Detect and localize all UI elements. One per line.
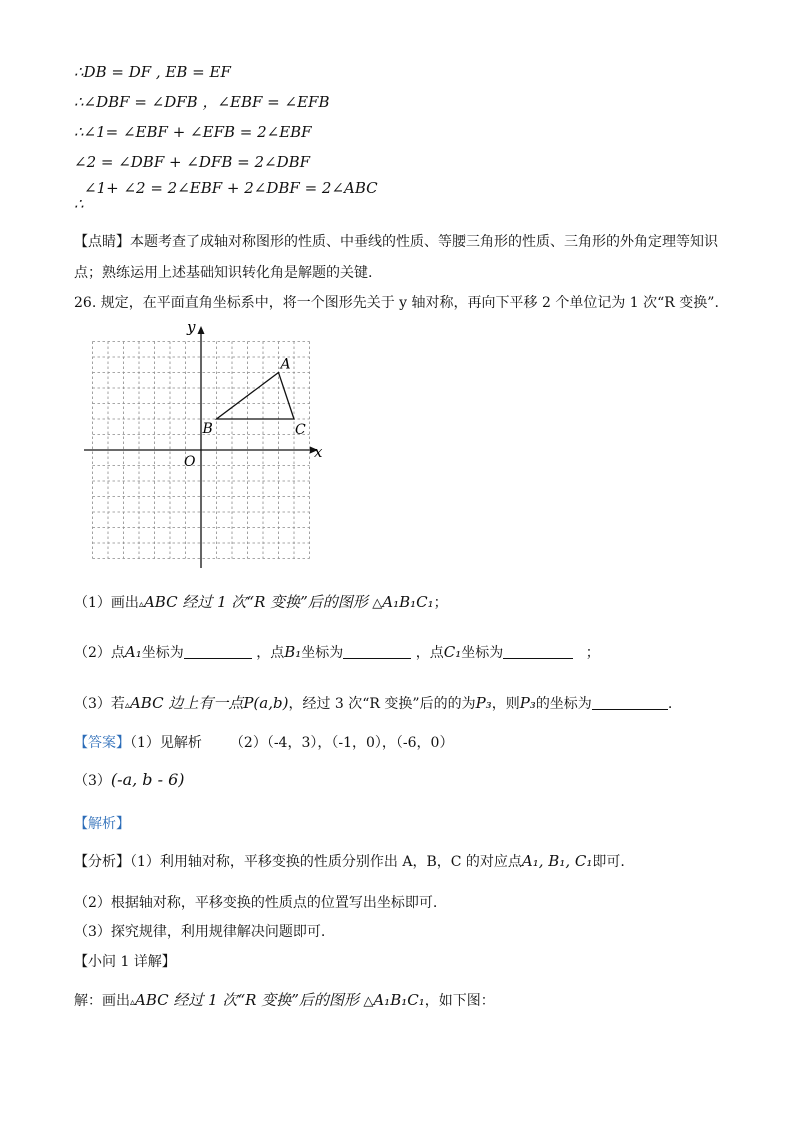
question-1 [74,592,448,615]
question-2 [74,642,600,663]
solution-line [74,990,495,1013]
proof-line-2: ∴∠DBF = ∠DFB ，∠EBF = ∠EFB [74,93,330,111]
analysis-tag: 【解析】 [74,816,130,832]
comment-text-1: 本题考查了成轴对称图形的性质、中垂线的性质、等腰三角形的性质、三角形的外角定理等知识 [130,234,718,250]
x-axis-label: x [314,443,323,461]
small-triangle-icon: ▵ [138,599,144,610]
q1-text: ABC 经过 1 次“R 变换”后的图形 [143,593,368,611]
q3-prefix: （3）若 [74,696,125,712]
answer-3-line [74,770,185,791]
solution-figure-name: A₁B₁C₁ [373,991,425,1009]
triangle-abc [217,373,295,420]
answer-blank-b1[interactable] [343,644,411,659]
y-axis-arrow [198,326,205,334]
proof-line-4: ∠2 = ∠DBF + ∠DFB = 2∠DBF [74,153,311,171]
q1-end: ； [433,595,448,611]
q2-end: ； [585,645,600,661]
q2-sep-2: ，点 [415,645,444,661]
q2-sep-1: ，点 [256,645,285,661]
small-triangle-icon: ▵ [130,997,136,1008]
q3-then: ，则 [491,696,520,712]
fenxi-line-1 [74,851,625,872]
point-b-label: B [202,421,213,437]
q1-prefix: （1）画出 [74,595,139,611]
answer-blank-c1[interactable] [503,644,573,659]
q2-coord-label-c: 坐标为 [461,645,504,661]
q3-end: . [667,696,673,712]
fenxi-line-3: （3）探究规律，利用规律解决问题即可. [74,924,326,940]
problem-number: 26. [74,295,97,311]
comment-tag: 【点睛】 [74,234,130,250]
q2-coord-label-a: 坐标为 [141,645,184,661]
proof-line-6: ∴ [74,195,84,213]
fenxi-points: A₁, B₁, C₁ [521,852,593,870]
small-triangle-icon: ▵ [124,700,130,711]
q2-point-b1: B₁ [284,643,302,661]
answer-blank-a1[interactable] [184,644,252,659]
solution-end: ，如下图： [424,993,495,1009]
problem-text: 规定，在平面直角坐标系中，将一个图形先关于 y 轴对称，再向下平移 2 个单位记为 1 次“R 变换”. [100,295,719,311]
q2-coord-label-b: 坐标为 [301,645,344,661]
q2-point-a1: A₁ [124,643,142,661]
proof-line-5: ∠1+ ∠2 = 2∠EBF + 2∠DBF = 2∠ABC [84,179,378,197]
comment-line-1 [74,232,718,252]
point-a-label: A [280,356,291,373]
q3-text: ABC 边上有一点 [129,694,244,712]
q3-coord-label: 的坐标为 [535,696,592,712]
proof-line-3: ∴∠1= ∠EBF + ∠EFB = 2∠EBF [74,123,312,141]
solution-text: ABC 经过 1 次“R 变换”后的图形 [135,991,359,1009]
answer-1: （1）见解析 [130,735,202,751]
q3-after: ，经过 3 次“R 变换”后的的为 [288,696,476,712]
q3-point-p: P(a,b) [243,694,289,712]
problem-statement [74,293,719,313]
answer-2: （2）（-4，3），（-1，0），（-6，0） [229,735,454,751]
q3-point-p3: P₃ [475,694,492,712]
fenxi-end: 即可. [592,854,625,870]
answer-3-label: （3） [74,773,111,789]
answer-blank-p3[interactable] [592,695,668,710]
question-3 [74,693,672,716]
detail-tag: 【小问 1 详解】 [74,954,176,970]
q3-point-p3-2: P₃ [519,694,536,712]
fenxi-line-2: （2）根据轴对称，平移变换的性质点的位置写出坐标即可. [74,895,438,911]
q1-figure-name: A₁B₁C₁ [382,593,434,611]
triangle-icon: △ [372,596,383,611]
point-c-label: C [295,422,306,438]
proof-line-1: ∴DB = DF , EB = EF [74,63,231,81]
q2-point-c1: C₁ [443,643,462,661]
q2-prefix: （2）点 [74,645,125,661]
answer-tag: 【答案】 [74,735,130,751]
fenxi-tag: 【分析】 [74,854,130,870]
answer-3-expr: (-a, b - 6) [110,770,185,789]
coordinate-figure [78,320,328,572]
triangle-icon: △ [363,994,374,1009]
origin-label: O [184,454,196,470]
answer-line [74,733,453,753]
solution-prefix: 解：画出 [74,993,130,1009]
y-axis-label: y [187,320,196,336]
comment-line-2: 点；熟练运用上述基础知识转化角是解题的关键. [74,265,373,281]
fenxi-text-1: （1）利用轴对称，平移变换的性质分别作出 A，B，C 的对应点 [130,854,522,870]
